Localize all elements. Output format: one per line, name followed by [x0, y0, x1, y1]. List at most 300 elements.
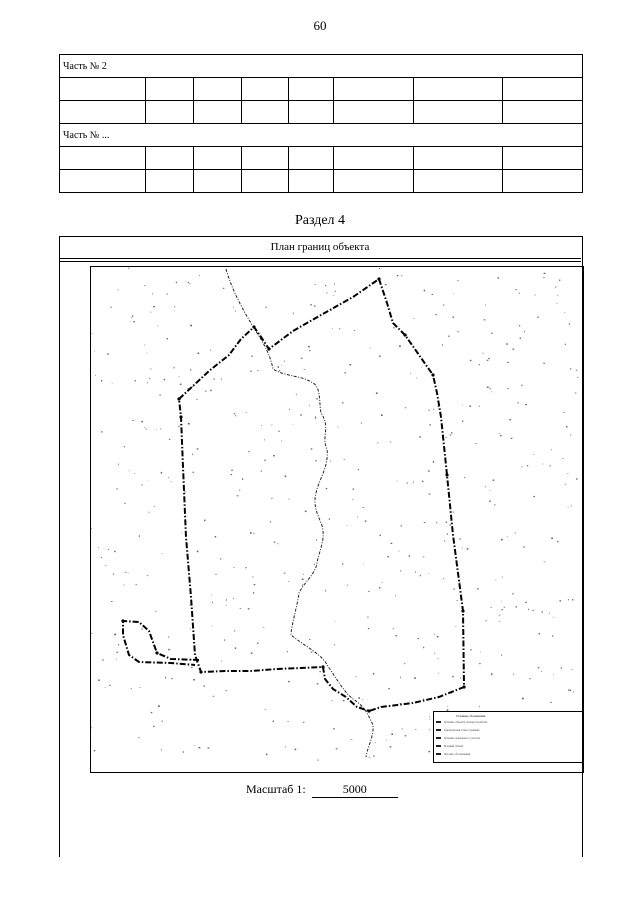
map-dot	[576, 478, 577, 479]
map-dot	[460, 538, 461, 539]
map-dot	[216, 574, 217, 575]
map-dot	[527, 465, 528, 466]
map-dot	[309, 405, 310, 406]
map-dot	[158, 705, 160, 707]
map-dot	[565, 484, 566, 485]
map-dot	[98, 680, 100, 681]
map-dot	[487, 387, 488, 388]
map-dot	[336, 748, 338, 749]
map-dot	[233, 598, 234, 599]
map-dot	[193, 472, 194, 473]
map-dot	[576, 370, 577, 371]
map-dot	[416, 378, 417, 379]
map-dot	[563, 412, 565, 413]
map-dot	[553, 617, 554, 618]
map-dot	[264, 439, 265, 440]
map-dot	[282, 365, 283, 366]
map-dot	[457, 280, 458, 281]
map-dot	[188, 282, 189, 283]
map-dot	[265, 709, 266, 710]
map-dot	[444, 540, 445, 541]
map-dot	[124, 446, 125, 447]
map-dot	[567, 473, 568, 474]
map-dot	[171, 482, 172, 483]
map-dot	[151, 312, 152, 313]
map-dot	[91, 528, 92, 529]
map-dot	[388, 688, 389, 689]
map-dot	[234, 413, 236, 414]
map-dot	[309, 350, 310, 351]
map-dot	[414, 677, 416, 679]
map-dot	[345, 372, 346, 373]
map-dot	[208, 747, 210, 748]
map-dot	[278, 366, 279, 368]
map-dot	[413, 482, 414, 483]
table-cell	[503, 170, 583, 193]
map-dot	[273, 721, 274, 722]
map-dot	[543, 277, 545, 278]
map-dot	[264, 460, 266, 461]
plan-title-divider	[59, 259, 581, 262]
map-dot	[453, 588, 454, 589]
map-dot	[376, 392, 378, 394]
parts-table	[59, 54, 583, 193]
map-dot	[147, 382, 148, 383]
table-cell	[60, 101, 146, 124]
map-dot	[253, 533, 254, 534]
map-dot	[493, 480, 495, 481]
map-dot	[479, 663, 480, 664]
map-dot	[572, 669, 573, 670]
map-dot	[501, 539, 503, 541]
map-dot	[528, 609, 529, 610]
legend-item	[436, 752, 576, 756]
map-dot	[358, 469, 359, 470]
map-dot	[278, 431, 280, 432]
map-dot	[287, 721, 289, 722]
map-dot	[124, 503, 126, 504]
map-dot	[92, 333, 93, 334]
map-dot	[171, 678, 172, 679]
map-dot	[213, 696, 215, 697]
map-dot	[370, 348, 371, 349]
map-dot	[257, 643, 258, 645]
map-dot	[365, 521, 366, 522]
map-dot	[566, 426, 567, 428]
map-dot	[252, 356, 253, 358]
map-dot	[555, 286, 556, 288]
map-dot	[575, 393, 577, 394]
map-dot	[423, 557, 425, 558]
map-dot	[239, 490, 240, 491]
map-dot	[434, 653, 435, 654]
map-dot	[522, 698, 524, 700]
map-dot	[139, 535, 140, 537]
part-header-cell: Часть № 2	[60, 55, 583, 78]
legend-swatch	[436, 737, 441, 739]
map-dot	[254, 584, 256, 585]
map-dot	[131, 688, 132, 689]
map-dot	[535, 294, 536, 295]
map-dot	[210, 390, 212, 391]
map-dot	[479, 706, 480, 707]
map-dot	[499, 615, 501, 616]
map-dot	[399, 345, 401, 347]
map-dot	[144, 285, 146, 286]
map-dot	[213, 379, 214, 380]
map-dot	[245, 567, 246, 568]
map-dot	[375, 743, 376, 744]
map-dot	[204, 685, 205, 687]
map-dot	[363, 564, 364, 565]
map-dot	[407, 483, 408, 484]
map-dot	[305, 511, 307, 513]
map-dot	[397, 481, 398, 482]
map-dot	[382, 582, 383, 583]
map-dot	[325, 590, 326, 592]
map-dot	[285, 476, 287, 477]
map-dot	[129, 470, 130, 471]
map-dot	[569, 323, 570, 324]
map-dot	[502, 609, 503, 610]
map-dot	[438, 658, 439, 659]
map-dot	[105, 687, 106, 688]
map-dot	[270, 521, 271, 523]
map-dot	[138, 737, 139, 738]
map-dot	[491, 607, 492, 608]
map-dot	[151, 712, 153, 713]
map-dot	[95, 375, 96, 376]
map-dot	[113, 574, 114, 575]
map-dot	[339, 328, 340, 329]
table-cell	[503, 101, 583, 124]
map-dot	[530, 678, 531, 679]
map-dot	[141, 629, 143, 630]
map-dot	[168, 649, 169, 651]
map-dot	[231, 470, 233, 471]
legend-item-label: Характерная точка границы	[444, 728, 480, 732]
map-dot	[284, 361, 285, 362]
map-dot	[248, 451, 249, 452]
map-dot	[502, 577, 503, 578]
map-dot	[128, 572, 129, 573]
table-cell	[414, 147, 503, 170]
map-dot	[443, 304, 444, 306]
map-dot	[424, 522, 425, 523]
map-dot	[453, 317, 454, 318]
map-dot	[179, 376, 180, 377]
map-dot	[133, 321, 135, 322]
map-dot	[561, 668, 562, 669]
map-dot	[462, 405, 463, 406]
map-dot	[446, 437, 448, 438]
map-dot	[101, 557, 102, 558]
map-dot	[490, 388, 491, 389]
map-dot	[401, 525, 402, 526]
map-dot	[310, 304, 311, 306]
map-dot	[231, 474, 233, 475]
map-dot	[315, 460, 316, 461]
map-dot	[190, 629, 191, 630]
map-dot	[485, 486, 486, 487]
map-dot	[94, 351, 95, 352]
map-dot	[303, 722, 304, 723]
object-boundary	[179, 279, 464, 711]
map-dot	[199, 275, 200, 276]
map-dot	[565, 312, 566, 313]
map-dot	[511, 438, 513, 439]
map-dot	[330, 461, 331, 462]
map-dot	[393, 628, 394, 630]
map-dot	[204, 520, 206, 522]
map-dot	[271, 425, 272, 426]
legend-item	[436, 744, 576, 748]
map-dot	[233, 307, 234, 308]
map-dot	[117, 488, 118, 489]
map-dot	[266, 307, 267, 309]
part-header-row	[60, 55, 583, 78]
table-cell	[60, 78, 146, 101]
map-dot	[332, 328, 333, 329]
map-dot	[118, 644, 119, 645]
scale-line	[246, 782, 398, 798]
table-row	[60, 170, 583, 193]
map-dot	[110, 307, 111, 308]
map-dot	[560, 600, 562, 601]
map-dot	[522, 385, 523, 387]
map-dot	[221, 661, 222, 662]
map-dot	[429, 719, 430, 720]
map-dot	[334, 644, 335, 645]
map-dot	[263, 627, 264, 628]
map-dot	[221, 378, 222, 379]
map-dot	[423, 698, 424, 699]
map-dot	[101, 431, 102, 432]
map-dot	[293, 424, 294, 425]
map-dot	[353, 489, 355, 490]
map-dot	[390, 442, 391, 443]
map-dot	[333, 728, 334, 729]
part-header-cell: Часть № ...	[60, 124, 583, 147]
map-dot	[147, 575, 149, 576]
map-dot	[148, 480, 149, 481]
map-dot	[130, 321, 131, 322]
map-dot	[520, 338, 521, 340]
table-row	[60, 101, 583, 124]
map-dot	[314, 564, 315, 566]
map-dot	[507, 388, 509, 389]
map-dot	[326, 488, 328, 489]
legend-item	[436, 728, 576, 732]
map-dot	[513, 349, 515, 350]
map-dot	[491, 674, 493, 676]
map-dot	[489, 501, 491, 502]
map-dot	[553, 674, 554, 675]
map-dot	[462, 421, 463, 422]
table-cell	[334, 101, 414, 124]
legend-swatch	[436, 729, 441, 731]
map-dot	[515, 533, 516, 534]
map-dot	[342, 564, 343, 565]
map-dot	[154, 506, 155, 507]
map-dot	[257, 370, 258, 371]
map-dot	[133, 420, 134, 421]
map-dot	[458, 331, 459, 332]
map-dot	[435, 314, 437, 315]
map-dot	[226, 599, 227, 601]
map-dot	[388, 556, 390, 557]
map-dot	[524, 331, 525, 332]
map-dot	[327, 292, 328, 293]
map-dot	[136, 584, 137, 585]
map-dot	[285, 746, 286, 747]
map-dot	[190, 369, 191, 370]
map-dot	[184, 491, 185, 492]
map-dot	[109, 685, 111, 686]
map-dot	[429, 424, 430, 425]
map-dot	[190, 283, 191, 284]
map-dot	[428, 751, 430, 752]
map-dot	[393, 327, 394, 328]
map-dot	[105, 565, 106, 566]
map-dot	[487, 360, 489, 361]
map-dot	[422, 481, 424, 482]
map-dot	[420, 575, 421, 576]
map-dot	[361, 422, 362, 423]
map-dot	[91, 633, 92, 634]
table-cell	[146, 101, 194, 124]
map-dot	[311, 652, 313, 653]
map-dot	[419, 436, 421, 437]
map-dot	[94, 750, 96, 751]
river-line	[226, 269, 373, 757]
map-dot	[343, 700, 345, 701]
map-dot	[499, 621, 501, 622]
map-dot	[302, 579, 304, 581]
map-dot	[550, 702, 552, 703]
map-dot	[386, 740, 387, 741]
legend-item-label: Прочие обозначения	[444, 752, 471, 756]
table-cell	[503, 78, 583, 101]
map-dot	[434, 634, 435, 635]
map-dot	[118, 464, 119, 466]
map-dot	[379, 587, 381, 588]
map-dot	[491, 333, 492, 334]
map-dot	[296, 394, 297, 395]
map-dot	[111, 601, 113, 602]
map-dot	[160, 429, 161, 430]
map-dot	[365, 520, 367, 521]
table-cell	[242, 170, 289, 193]
map-dot	[205, 391, 206, 392]
map-dot	[428, 470, 430, 471]
map-dot	[347, 525, 348, 526]
map-dot	[569, 690, 571, 692]
map-dot	[381, 414, 383, 416]
map-dot	[149, 512, 150, 513]
map-dot	[314, 284, 315, 285]
map-dot	[357, 516, 358, 517]
map-dot	[504, 607, 505, 608]
map-dot	[325, 285, 326, 286]
map-dot	[400, 570, 401, 572]
map-dot	[470, 649, 471, 651]
map-dot	[274, 542, 276, 543]
map-dot	[169, 650, 171, 651]
map-dot	[400, 677, 401, 679]
map-dot	[570, 435, 571, 436]
map-dot	[150, 369, 151, 370]
map-dot	[385, 284, 387, 285]
map-dot	[557, 541, 558, 542]
map-dot	[251, 653, 253, 654]
map-dot	[452, 676, 453, 678]
map-dot	[519, 293, 520, 294]
map-dot	[261, 425, 262, 426]
map-dot	[496, 580, 497, 581]
table-cell	[289, 101, 334, 124]
map-dot	[144, 427, 145, 428]
map-dot	[347, 585, 348, 586]
map-dot	[565, 344, 566, 345]
map-dot	[273, 455, 275, 456]
map-dot	[295, 749, 297, 751]
map-dot	[470, 360, 472, 361]
map-dot	[523, 547, 524, 548]
table-cell	[242, 78, 289, 101]
map-dot	[432, 294, 433, 295]
map-dot	[460, 582, 461, 583]
map-dot	[237, 495, 239, 496]
map-dot	[485, 305, 486, 306]
map-dot	[288, 681, 290, 682]
map-dot	[475, 443, 476, 444]
map-dot	[183, 751, 184, 752]
table-cell	[194, 101, 242, 124]
map-dot	[379, 356, 381, 357]
page-number: 60	[313, 18, 327, 33]
map-dot	[112, 383, 113, 384]
map-dot	[423, 647, 424, 648]
map-dot	[501, 601, 502, 602]
table-cell	[289, 78, 334, 101]
map-dot	[497, 277, 499, 278]
map-dot	[342, 402, 343, 403]
map-dot	[491, 391, 492, 392]
map-dot	[108, 549, 109, 550]
table-cell	[334, 78, 414, 101]
map-dot	[279, 370, 280, 371]
scale-label: Масштаб 1:	[246, 782, 306, 796]
map-dot	[335, 621, 336, 622]
map-dot	[550, 465, 551, 466]
map-dot	[242, 478, 243, 479]
map-dot	[448, 336, 449, 338]
map-dot	[500, 435, 502, 436]
map-dot	[368, 591, 370, 592]
map-dot	[483, 353, 484, 354]
map-dot	[211, 595, 212, 596]
map-dot	[197, 399, 198, 400]
table-cell	[414, 170, 503, 193]
map-dot	[429, 573, 430, 574]
map-dot	[477, 588, 478, 589]
table-row	[60, 147, 583, 170]
map-dot	[573, 691, 574, 692]
map-legend	[433, 711, 583, 763]
map-dot	[211, 626, 212, 627]
map-dot	[226, 690, 227, 691]
